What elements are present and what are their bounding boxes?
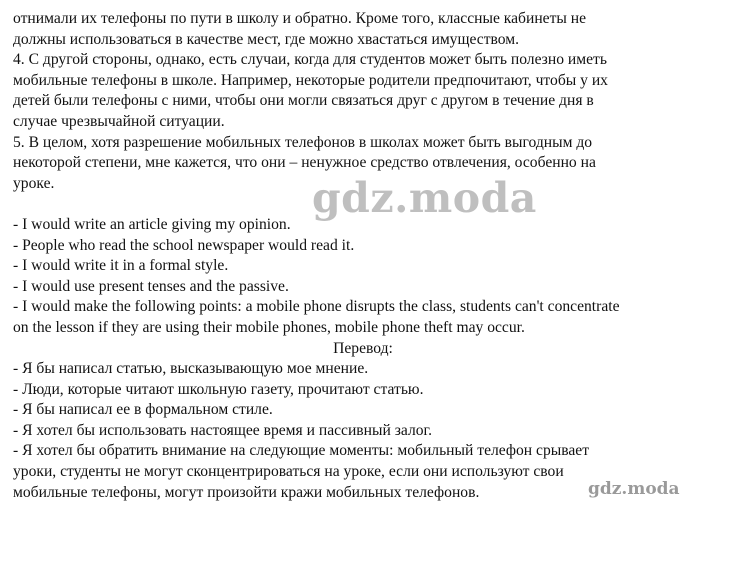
text-line: некоторой степени, мне кажется, что они – ненужное средство отвлечения, особенно на: [13, 154, 596, 172]
text-line: уроке.: [13, 174, 55, 192]
text-line: должны использоваться в качестве мест, где можно хвастаться имуществом.: [13, 30, 520, 48]
russian-answer-section: [13, 9, 741, 194]
list-item: - I would use present tenses and the passive.: [13, 277, 289, 295]
list-item-continuation: мобильные телефоны, могут произойти кражи мобильных телефонов.: [13, 483, 480, 501]
list-item: - I would write an article giving my opinion.: [13, 215, 291, 233]
text-line: отнимали их телефоны по пути в школу и обратно. Кроме того, классные кабинеты не: [13, 10, 587, 27]
list-item: - Я хотел бы обратить внимание на следующие моменты: мобильный телефон срывает: [13, 442, 590, 460]
list-item: - People who read the school newspaper would read it.: [13, 236, 355, 254]
text-line: мобильные телефоны в школе. Например, некоторые родители предпочитают, чтобы у их: [13, 71, 608, 89]
list-item-continuation: on the lesson if they are using their mobile phones, mobile phone theft may occur.: [13, 318, 525, 336]
watermark-large: gdz.moda: [312, 174, 537, 222]
text-line: 4. С другой стороны, однако, есть случаи, когда для студентов может быть полезно иметь: [13, 51, 607, 69]
list-item: - I would write it in a formal style.: [13, 257, 229, 275]
list-item: - I would make the following points: a mobile phone disrupts the class, students can't concentrate: [13, 298, 620, 316]
list-item: - Я бы написал ее в формальном стиле.: [13, 401, 273, 419]
list-item: - Люди, которые читают школьную газету, прочитают статью.: [13, 380, 424, 398]
list-item-continuation: уроки, студенты не могут сконцентрироваться на уроке, если они используют свои: [13, 463, 564, 481]
document-text: [13, 9, 741, 503]
english-answer-section: [13, 215, 741, 339]
text-line: 5. В целом, хотя разрешение мобильных телефонов в школах может быть выгодным до: [13, 133, 593, 151]
text-line: детей были телефоны с ними, чтобы они могли связаться друг с другом в течение дня в: [13, 92, 594, 110]
text-line: случае чрезвычайной ситуации.: [13, 112, 225, 130]
translation-heading: Перевод:: [333, 339, 393, 357]
list-item: - Я бы написал статью, высказывающую мое мнение.: [13, 360, 369, 378]
list-item: - Я хотел бы использовать настоящее время и пассивный залог.: [13, 421, 433, 439]
watermark-small: gdz.moda: [588, 479, 680, 499]
